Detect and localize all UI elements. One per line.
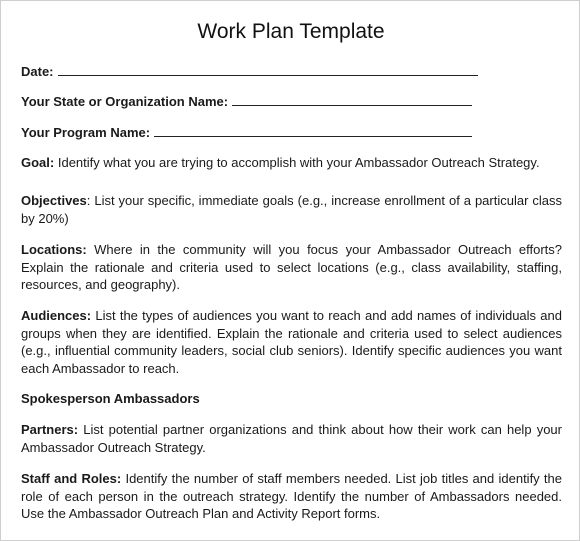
date-field <box>21 63 478 80</box>
staff-roles-label: Staff and Roles: <box>21 471 122 486</box>
date-label: Date: <box>21 64 54 79</box>
partners-text: List potential partner organizations and think about how their work can help your Ambassador Outreach Strategy. <box>21 422 562 455</box>
state-organization-blank-line <box>232 93 472 106</box>
goal-label: Goal: <box>21 155 55 170</box>
program-label: Your Program Name: <box>21 125 151 140</box>
locations-section <box>21 241 562 294</box>
goal-section <box>21 154 562 172</box>
partners-section <box>21 421 562 456</box>
objectives-label: Objectives <box>21 193 87 208</box>
audiences-label: Audiences: <box>21 308 92 323</box>
audiences-section <box>21 307 562 377</box>
spokesperson-heading: Spokesperson Ambassadors <box>21 391 200 406</box>
program-field <box>21 124 472 141</box>
date-blank-line <box>58 63 478 76</box>
document-title: Work Plan Template <box>197 20 385 43</box>
objectives-section <box>21 192 562 227</box>
state-organization-field <box>21 93 472 110</box>
locations-label: Locations: <box>21 242 87 257</box>
audiences-text: List the types of audiences you want to reach and add names of individuals and groups when they are identified. Explain the rationale and criteria used to select audiences (e.g., influential community leaders, social club seniors). Identify specific audiences you want each Ambassador to reach. <box>21 308 562 376</box>
staff-roles-section <box>21 470 562 523</box>
staff-roles-text: Identify the number of staff members needed. List job titles and identify the role of each person in the outreach strategy. Identify the number of Ambassadors needed. Use the Ambassador Outreach Plan and Activity Report forms. <box>21 471 562 521</box>
program-blank-line <box>154 124 472 137</box>
state-organization-label: Your State or Organization Name: <box>21 94 229 109</box>
locations-text: Where in the community will you focus your Ambassador Outreach efforts? Explain the rationale and criteria used to select locations (e.g., class availability, staffing, resources, and geography). <box>21 242 562 292</box>
objectives-text: : List your specific, immediate goals (e.g., increase enrollment of a particular class by 20%) <box>21 193 562 226</box>
goal-text: Identify what you are trying to accomplish with your Ambassador Outreach Strategy. <box>54 155 540 170</box>
partners-label: Partners: <box>21 422 79 437</box>
